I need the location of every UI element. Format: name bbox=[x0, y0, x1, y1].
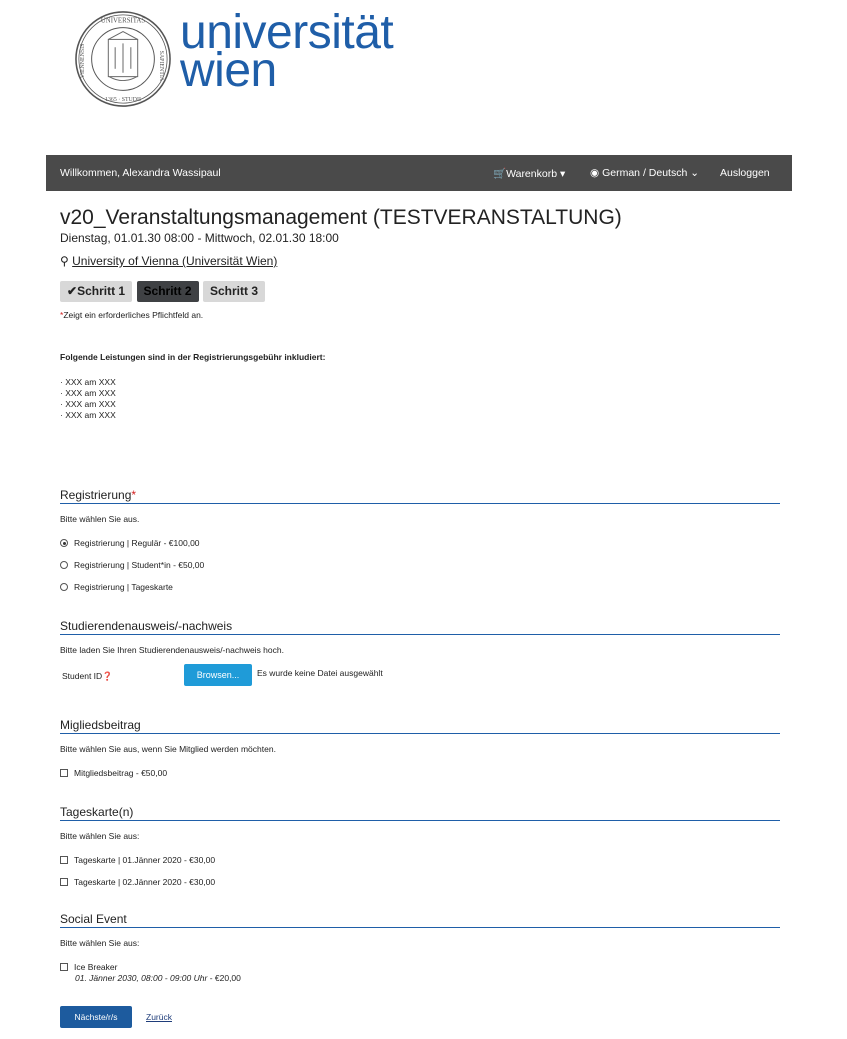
checkbox-option[interactable]: Tageskarte | 02.Jänner 2020 - €30,00 bbox=[60, 877, 780, 887]
cart-icon: 🛒 bbox=[493, 168, 507, 180]
map-marker-icon: ⚲ bbox=[60, 254, 69, 268]
inclusions-list bbox=[60, 377, 780, 421]
section-instruction: Bitte wählen Sie aus, wenn Sie Mitglied werden möchten. bbox=[60, 744, 276, 754]
svg-text:SAPIENTIA: SAPIENTIA bbox=[158, 50, 165, 82]
wordmark: universität wien bbox=[180, 6, 394, 97]
list-item: · XXX am XXX bbox=[60, 377, 116, 387]
radio-option[interactable]: Registrierung | Regulär - €100,00 bbox=[60, 538, 780, 548]
required-asterisk: * bbox=[60, 310, 64, 320]
radio-option[interactable]: Registrierung | Student*in - €50,00 bbox=[60, 560, 780, 570]
section-heading: Migliedsbeitrag bbox=[60, 718, 780, 734]
chevron-down-icon: ⌄ bbox=[687, 167, 700, 179]
university-seal-icon bbox=[74, 10, 172, 108]
section-heading: Tageskarte(n) bbox=[60, 805, 780, 821]
required-asterisk: * bbox=[131, 488, 137, 502]
radio-option[interactable]: Registrierung | Tageskarte bbox=[60, 582, 780, 592]
event-location bbox=[60, 254, 780, 268]
svg-text:UNIVERSITAS: UNIVERSITAS bbox=[100, 17, 146, 25]
step-2: Schritt 2 bbox=[137, 281, 199, 302]
daytickets-section bbox=[60, 805, 780, 887]
main-content bbox=[60, 206, 780, 421]
list-item: · XXX am XXX bbox=[60, 410, 116, 420]
checkbox-option[interactable]: Ice Breaker bbox=[60, 962, 780, 972]
social-event-section bbox=[60, 912, 780, 983]
required-field-note: *Zeigt ein erforderliches Pflichtfeld an. bbox=[60, 310, 204, 320]
caret-down-icon: ▾ bbox=[557, 168, 566, 180]
section-heading: Studierendenausweis/-nachweis bbox=[60, 619, 780, 635]
radio-button[interactable] bbox=[60, 561, 68, 569]
checkbox[interactable] bbox=[60, 878, 68, 886]
checkbox[interactable] bbox=[60, 963, 68, 971]
student-id-label: Student ID❓ bbox=[62, 671, 113, 681]
section-heading: Social Event bbox=[60, 912, 780, 928]
language-selector[interactable]: ◉ German / Deutsch ⌄ bbox=[590, 167, 700, 179]
browse-button[interactable]: Browsen... bbox=[184, 664, 252, 686]
back-link[interactable]: Zurück bbox=[146, 1012, 172, 1022]
svg-text:VIENNENSIS: VIENNENSIS bbox=[79, 43, 86, 79]
globe-icon: ◉ bbox=[590, 167, 603, 179]
section-instruction: Bitte laden Sie Ihren Studierendenausweis/-nachweis hoch. bbox=[60, 645, 284, 655]
checkbox-option[interactable]: Mitgliedsbeitrag - €50,00 bbox=[60, 768, 780, 778]
step-3: Schritt 3 bbox=[203, 281, 265, 302]
checkbox[interactable] bbox=[60, 856, 68, 864]
location-link[interactable]: University of Vienna (Universität Wien) bbox=[72, 254, 278, 268]
section-heading: Registrierung* bbox=[60, 488, 780, 504]
checkbox[interactable] bbox=[60, 769, 68, 777]
registration-section bbox=[60, 488, 780, 592]
file-status: Es wurde keine Datei ausgewählt bbox=[257, 668, 383, 678]
radio-button[interactable] bbox=[60, 583, 68, 591]
student-id-section bbox=[60, 619, 780, 690]
event-title: v20_Veranstaltungsmanagement (TESTVERANSTALTUNG) bbox=[60, 206, 622, 229]
logout-link[interactable]: Ausloggen bbox=[720, 167, 770, 179]
event-dates: Dienstag, 01.01.30 08:00 - Mittwoch, 02.01.30 18:00 bbox=[60, 231, 339, 245]
list-item: · XXX am XXX bbox=[60, 388, 116, 398]
checkbox-option[interactable]: Tageskarte | 01.Jänner 2020 - €30,00 bbox=[60, 855, 780, 865]
step-1: ✔Schritt 1 bbox=[60, 281, 132, 302]
section-instruction: Bitte wählen Sie aus. bbox=[60, 514, 140, 524]
welcome-text: Willkommen, Alexandra Wassipaul bbox=[60, 167, 221, 179]
section-instruction: Bitte wählen Sie aus: bbox=[60, 938, 140, 948]
next-button[interactable]: Nächste/r/s bbox=[60, 1006, 132, 1028]
university-logo bbox=[70, 8, 430, 110]
cart-menu[interactable]: 🛒Warenkorb ▾ bbox=[493, 168, 566, 180]
checkmark-icon: ✔ bbox=[67, 284, 78, 298]
section-instruction: Bitte wählen Sie aus: bbox=[60, 831, 140, 841]
list-item: · XXX am XXX bbox=[60, 399, 116, 409]
radio-button[interactable] bbox=[60, 539, 68, 547]
step-indicator bbox=[60, 281, 780, 302]
membership-section bbox=[60, 718, 780, 778]
event-detail: 01. Jänner 2030, 08:00 - 09:00 Uhr - €20,00 bbox=[75, 973, 241, 983]
top-navbar bbox=[46, 155, 792, 191]
inclusions-heading: Folgende Leistungen sind in der Registrierungsgebühr inkludiert: bbox=[60, 352, 326, 362]
svg-text:1365 · STUDII: 1365 · STUDII bbox=[105, 97, 141, 104]
help-icon[interactable]: ❓ bbox=[102, 671, 113, 681]
